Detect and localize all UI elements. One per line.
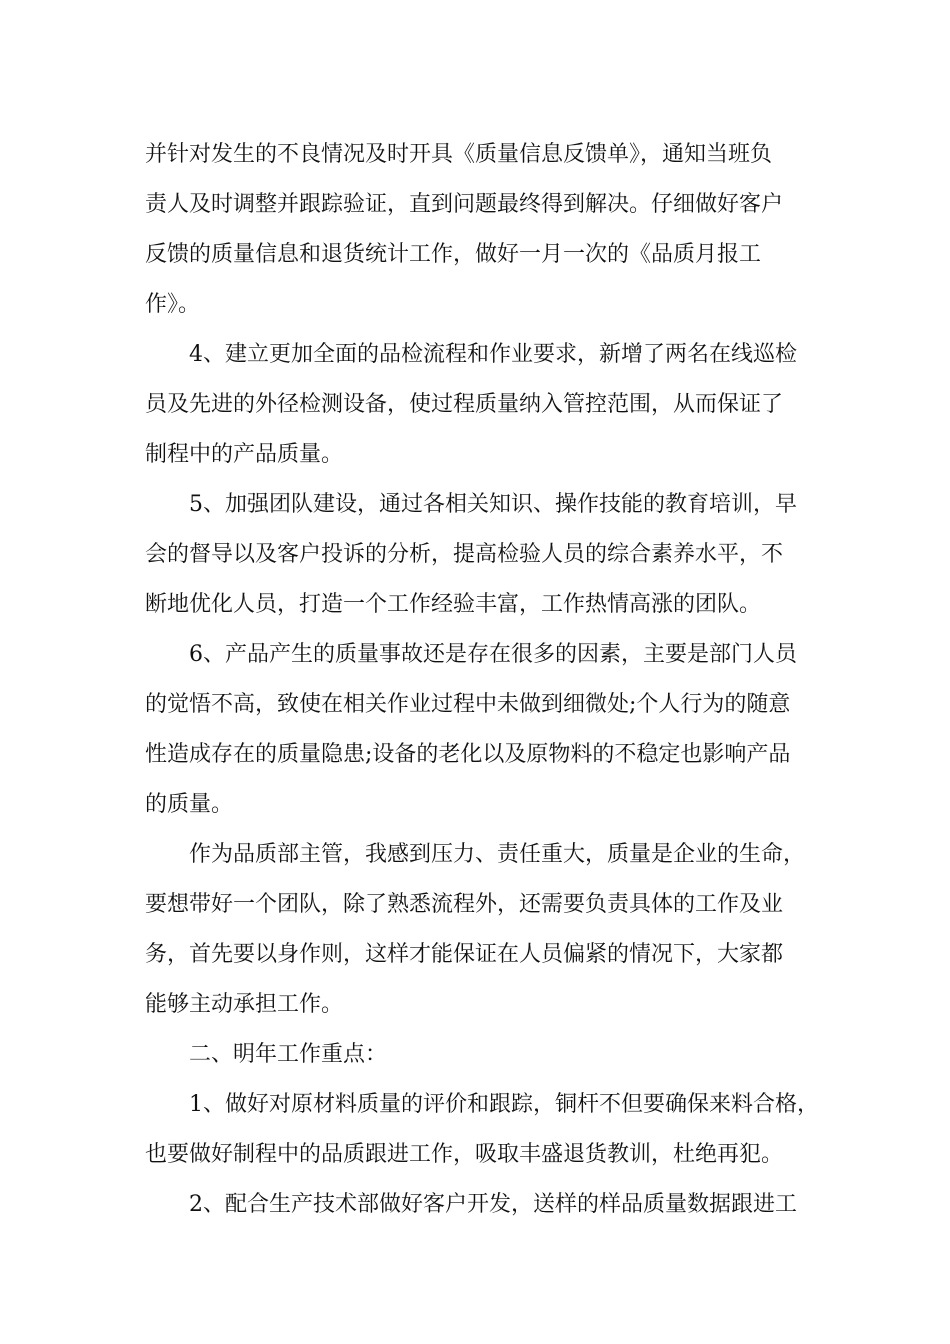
text-line: 作》。 (145, 292, 201, 317)
text-line: 制程中的产品质量。 (145, 442, 344, 467)
paragraph-item-5 (145, 480, 810, 630)
text-line: 也要做好制程中的品质跟进工作，吸取丰盛退货教训，杜绝再犯。 (145, 1142, 784, 1167)
paragraph-item-4 (145, 330, 810, 480)
paragraph-supervisor-remarks (145, 830, 810, 1030)
text-line: 的质量。 (145, 792, 234, 817)
text-line: 断地优化人员，打造一个工作经验丰富，工作热情高涨的团队。 (145, 592, 762, 617)
text-line: 5、加强团队建设，通过各相关知识、操作技能的教育培训，早 (145, 492, 797, 517)
paragraph-continuation (145, 130, 810, 330)
text-line: 会的督导以及客户投诉的分析，提高检验人员的综合素养水平，不 (145, 542, 784, 567)
text-line: 作为品质部主管，我感到压力、责任重大，质量是企业的生命， (145, 842, 806, 867)
section-heading: 二、明年工作重点： (145, 1042, 388, 1067)
section-heading-next-year (145, 1030, 810, 1080)
text-line: 能够主动承担工作。 (145, 992, 344, 1017)
text-line: 1、做好对原材料质量的评价和跟踪，铜杆不但要确保来料合格， (145, 1092, 819, 1117)
document-body (145, 130, 819, 1230)
text-line: 反馈的质量信息和退货统计工作，做好一月一次的《品质月报工 (145, 242, 762, 267)
text-line: 2、配合生产技术部做好客户开发，送样的样品质量数据跟进工 (145, 1192, 797, 1217)
text-line: 要想带好一个团队，除了熟悉流程外，还需要负责具体的工作及业 (145, 892, 784, 917)
text-line: 并针对发生的不良情况及时开具《质量信息反馈单》，通知当班负 (145, 142, 773, 167)
text-line: 务，首先要以身作则，这样才能保证在人员偏紧的情况下，大家都 (145, 942, 784, 967)
paragraph-next-item-2 (145, 1180, 810, 1230)
text-line: 4、建立更加全面的品检流程和作业要求，新增了两名在线巡检 (145, 342, 797, 367)
paragraph-next-item-1 (145, 1080, 819, 1180)
text-line: 的觉悟不高，致使在相关作业过程中未做到细微处;个人行为的随意 (145, 692, 791, 717)
text-line: 责人及时调整并跟踪验证，直到问题最终得到解决。仔细做好客户 (145, 192, 784, 217)
text-line: 6、产品产生的质量事故还是存在很多的因素，主要是部门人员 (145, 642, 797, 667)
text-line: 性造成存在的质量隐患;设备的老化以及原物料的不稳定也影响产品 (145, 742, 791, 767)
text-line: 员及先进的外径检测设备，使过程质量纳入管控范围，从而保证了 (145, 392, 784, 417)
paragraph-item-6 (145, 630, 810, 830)
